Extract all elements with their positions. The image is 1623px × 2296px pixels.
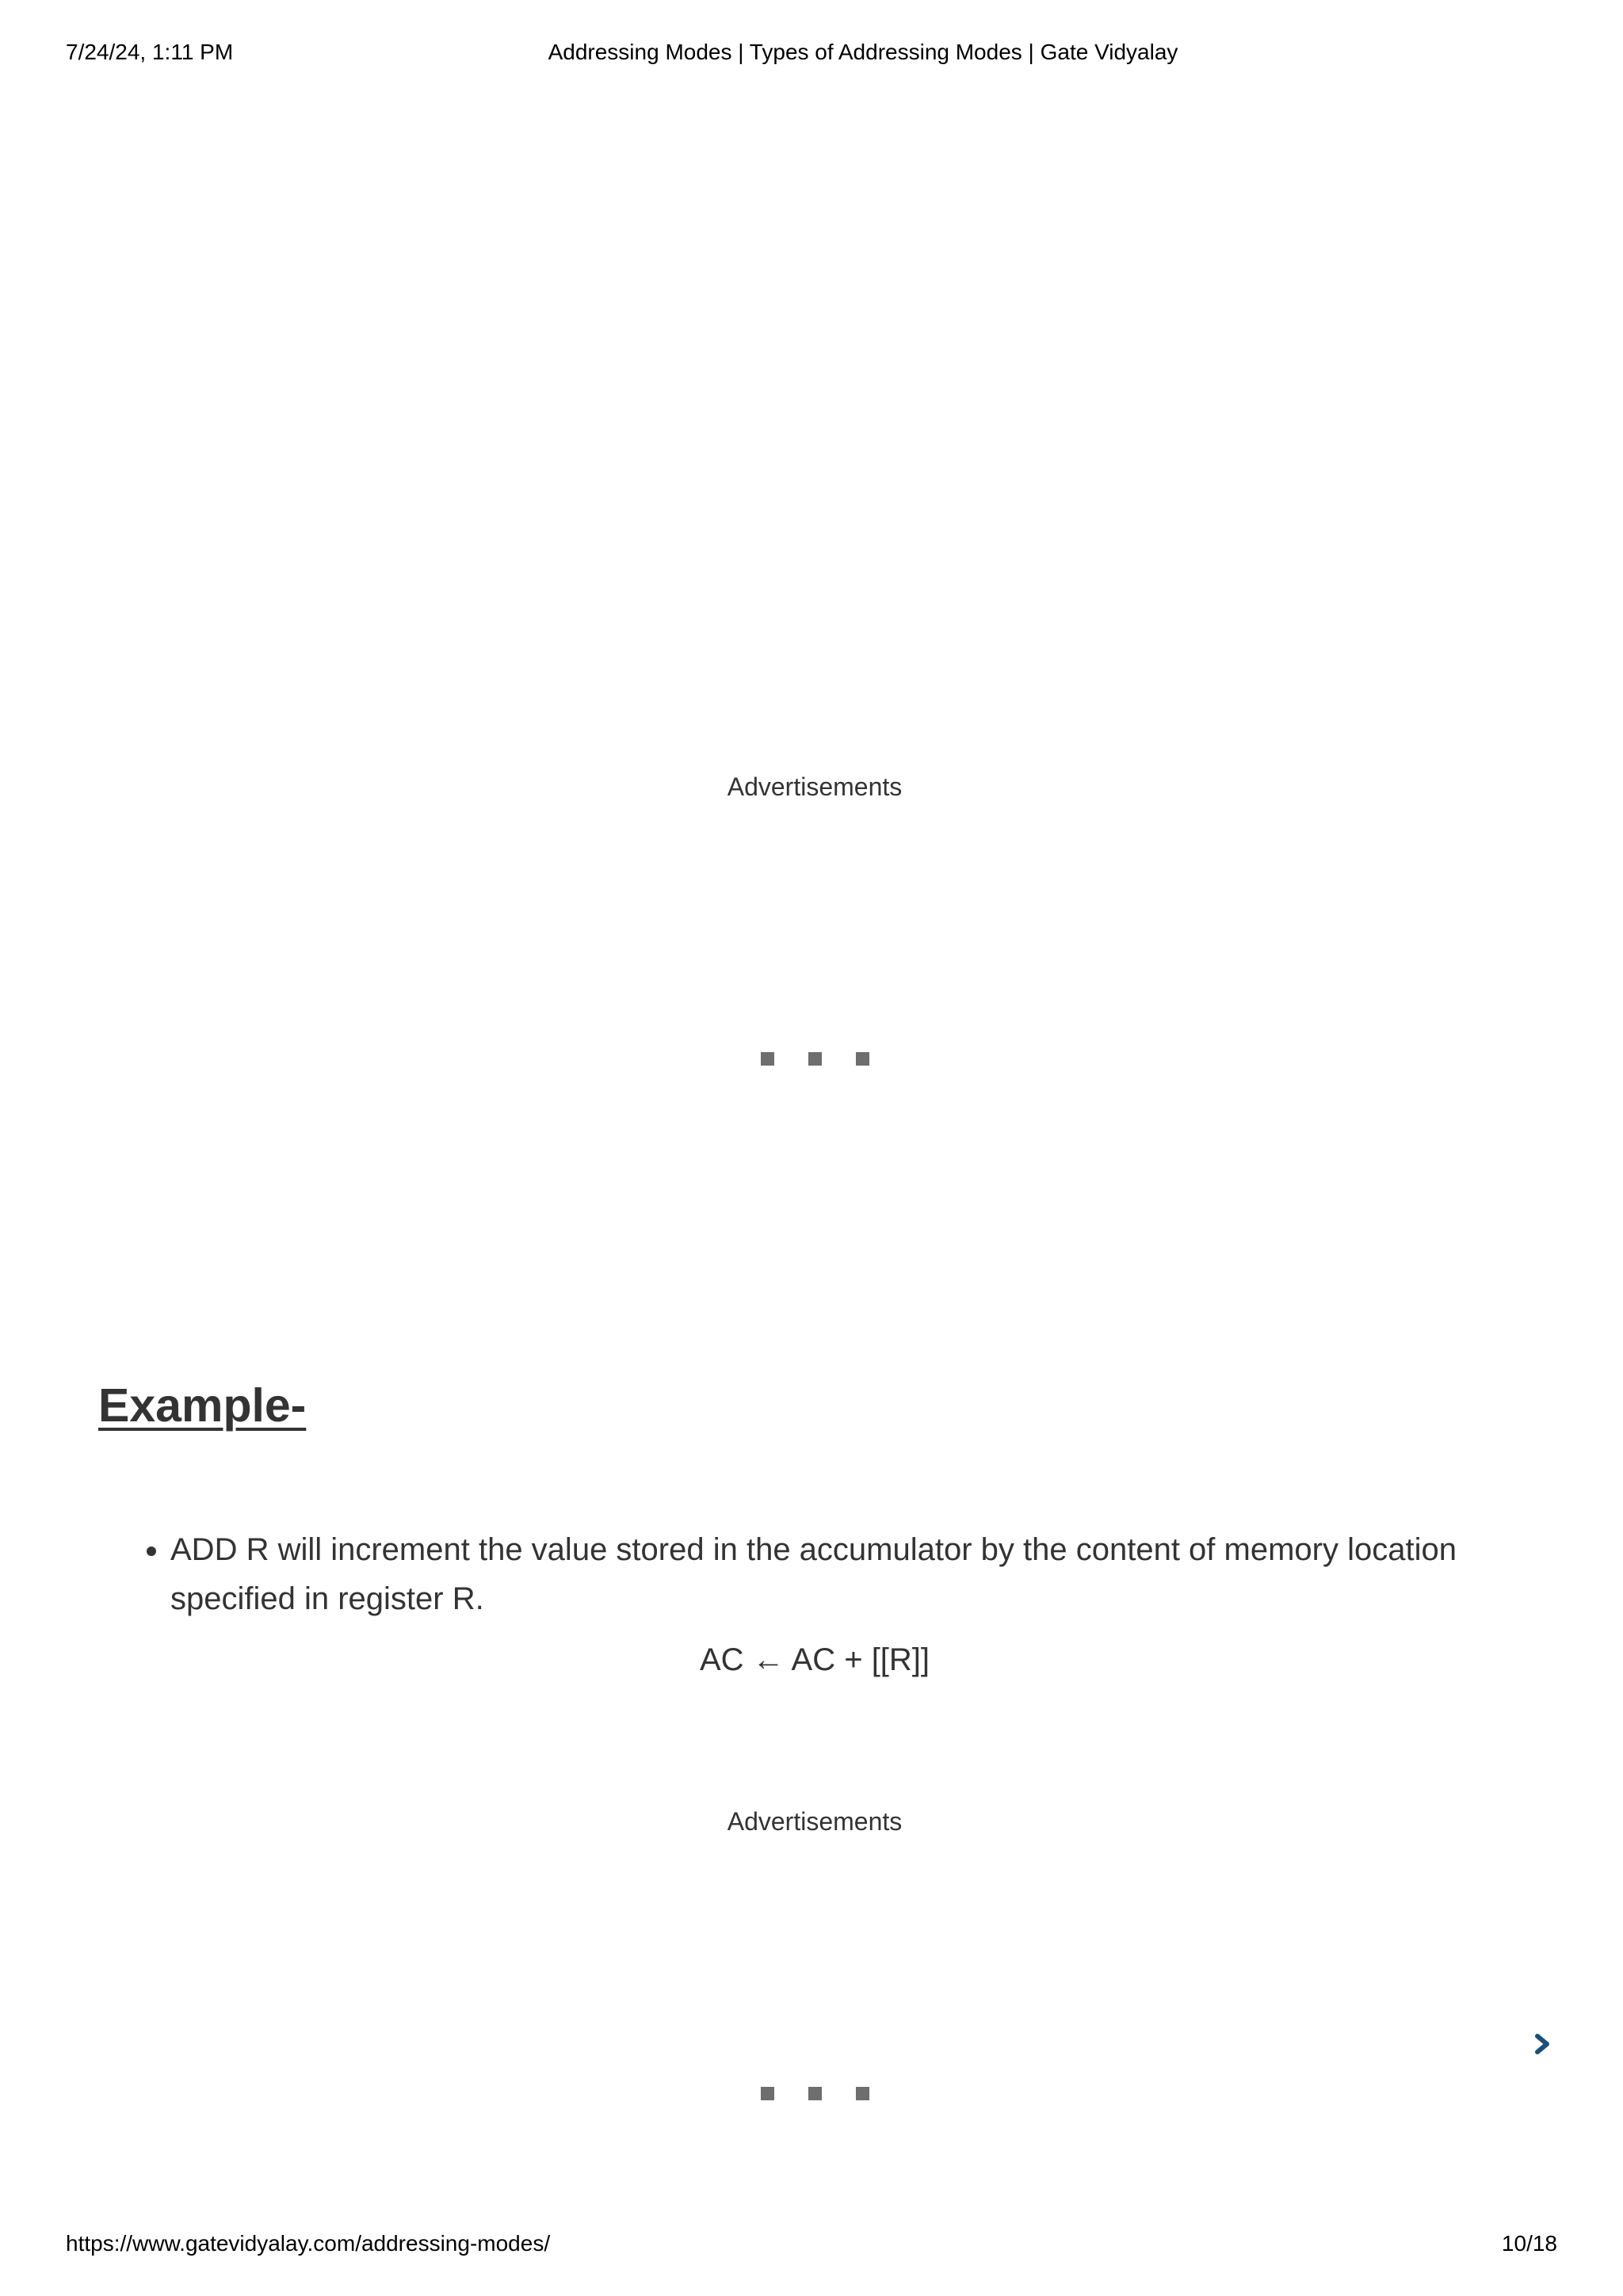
loader-dot xyxy=(761,1052,774,1066)
ad-loading-indicator xyxy=(0,2087,1623,2100)
section-heading: Example- xyxy=(98,1379,307,1432)
loader-dot xyxy=(856,2087,869,2100)
loader-dot xyxy=(761,2087,774,2100)
print-date: 7/24/24, 1:11 PM xyxy=(66,40,234,64)
print-url: https://www.gatevidyalay.com/addressing-modes/ xyxy=(66,2231,551,2256)
ad-loading-indicator xyxy=(0,1052,1623,1066)
advertisement-label: Advertisements xyxy=(727,772,903,801)
loader-dot xyxy=(808,1052,822,1066)
example-list xyxy=(136,1525,1518,1623)
print-page-title: Addressing Modes | Types of Addressing Modes | Gate Vidyalay xyxy=(548,40,1178,64)
formula: AC ← AC + [[R]] xyxy=(699,1642,930,1677)
list-item: • ADD R will increment the value stored in the accumulator by the content of memory location specified in register R. xyxy=(170,1525,1518,1623)
advertisement-label: Advertisements xyxy=(727,1807,903,1836)
loader-dot xyxy=(856,1052,869,1066)
page-number: 10/18 xyxy=(1501,2231,1557,2256)
chevron-right-icon[interactable] xyxy=(1531,2030,1555,2058)
loader-dot xyxy=(808,2087,822,2100)
